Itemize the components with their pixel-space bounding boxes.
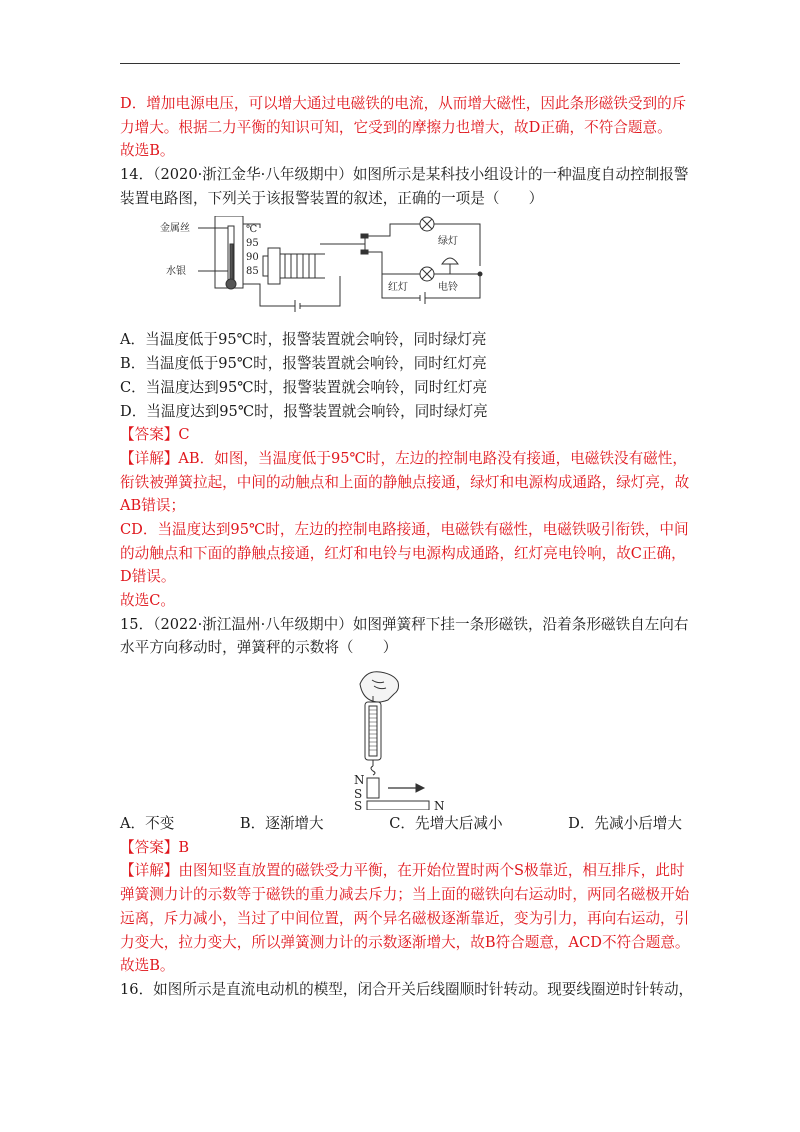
q14-answer: 【答案】C <box>120 426 190 444</box>
document-body <box>120 92 694 1002</box>
label-bell: 电铃 <box>438 282 458 294</box>
q15-answer: 【答案】B <box>120 838 190 856</box>
label-bottom-n: N <box>434 799 445 811</box>
q15-option-d: D．先减小后增大 <box>568 815 682 833</box>
q14-explanation-line: D错误。 <box>120 568 176 586</box>
q15-option-c: C．先增大后减小 <box>389 815 503 833</box>
q15-explanation-line: 【详解】由图知竖直放置的磁铁受力平衡，在开始位置时两个S极靠近，相互排斥，此时 <box>120 862 685 880</box>
q16-stem-line: 16．如图所示是直流电动机的模型，闭合开关后线圈顺时针转动。现要线圈逆时针转动， <box>120 980 694 998</box>
label-temp-95: 95 <box>246 238 259 250</box>
text-line: 故选B。 <box>120 142 175 160</box>
q15-explanation-line: 故选B。 <box>120 957 175 975</box>
q15-option-a: A．不变 <box>120 815 175 833</box>
q14-explanation-line: AB错误； <box>120 497 186 515</box>
q14-explanation-line: 【详解】AB．如图，当温度低于95℃时，左边的控制电路没有接通，电磁铁没有磁性， <box>120 449 687 467</box>
q15-option-b: B．逐渐增大 <box>239 815 324 833</box>
q15-stem-line: 15．（2022·浙江温州·八年级期中）如图弹簧秤下挂一条形磁铁，沿着条形磁铁自左向右 <box>120 615 689 633</box>
label-temp-90: 90 <box>246 252 259 264</box>
spring-scale-magnet-figure <box>120 666 682 810</box>
label-green-lamp: 绿灯 <box>438 236 458 248</box>
alarm-circuit-figure <box>120 216 682 326</box>
label-metal-wire: 金属丝 <box>160 223 190 235</box>
q14-explanation-line: 衔铁被弹簧拉起，中间的动触点和上面的静触点接通，绿灯和电源构成通路，绿灯亮，故 <box>120 473 690 491</box>
label-mercury: 水银 <box>166 266 186 278</box>
label-bottom-s: S <box>354 799 363 811</box>
text-line: D．增加电源电压，可以增大通过电磁铁的电流，从而增大磁性，因此条形磁铁受到的斥 <box>120 95 687 112</box>
q15-explanation-line: 力变大，拉力变大，所以弹簧测力计的示数逐渐增大，故B符合题意，ACD不符合题意。 <box>120 933 690 951</box>
q14-explanation-line: CD．当温度达到95℃时，左边的控制电路接通，电磁铁有磁性，电磁铁吸引衔铁，中间 <box>120 520 689 538</box>
text-line: 力增大。根据二力平衡的知识可知，它受到的摩擦力也增大，故D正确，不符合题意。 <box>120 118 672 136</box>
q15-explanation-line: 弹簧测力计的示数等于磁铁的重力减去斥力；当上面的磁铁向右运动时，两同名磁极开始 <box>120 886 690 904</box>
q14-option-a: A．当温度低于95℃时，报警装置就会响铃，同时绿灯亮 <box>120 331 487 349</box>
label-top-s: S <box>354 787 363 802</box>
q14-option-c: C．当温度达到95℃时，报警装置就会响铃，同时红灯亮 <box>120 378 488 396</box>
label-red-lamp: 红灯 <box>388 282 408 294</box>
q14-option-b: B．当温度低于95℃时，报警装置就会响铃，同时红灯亮 <box>120 355 487 373</box>
q14-option-d: D．当温度达到95℃时，报警装置就会响铃，同时绿灯亮 <box>120 402 488 420</box>
q14-explanation-line: 故选C。 <box>120 592 175 609</box>
q14-stem-line: 14．（2020·浙江金华·八年级期中）如图所示是某科技小组设计的一种温度自动控制报警 <box>120 166 689 184</box>
q14-explanation-line: 的动触点和下面的静触点接通，红灯和电铃与电源构成通路，红灯亮电铃响，故C正确， <box>120 544 686 562</box>
label-temp-85: 85 <box>246 266 259 278</box>
q15-options <box>120 812 682 836</box>
q15-explanation-line: 远离，斥力减小，当过了中间位置，两个异名磁极逐渐靠近，变为引力，再向右运动，引 <box>120 909 690 927</box>
q15-stem-line: 水平方向移动时，弹簧秤的示数将（ ） <box>120 639 398 657</box>
label-top-n: N <box>354 773 365 788</box>
label-unit: ℃ <box>246 224 258 236</box>
header-rule <box>120 63 680 64</box>
q14-stem-line: 装置电路图，下列关于该报警装置的叙述，正确的一项是（ ） <box>120 189 544 207</box>
